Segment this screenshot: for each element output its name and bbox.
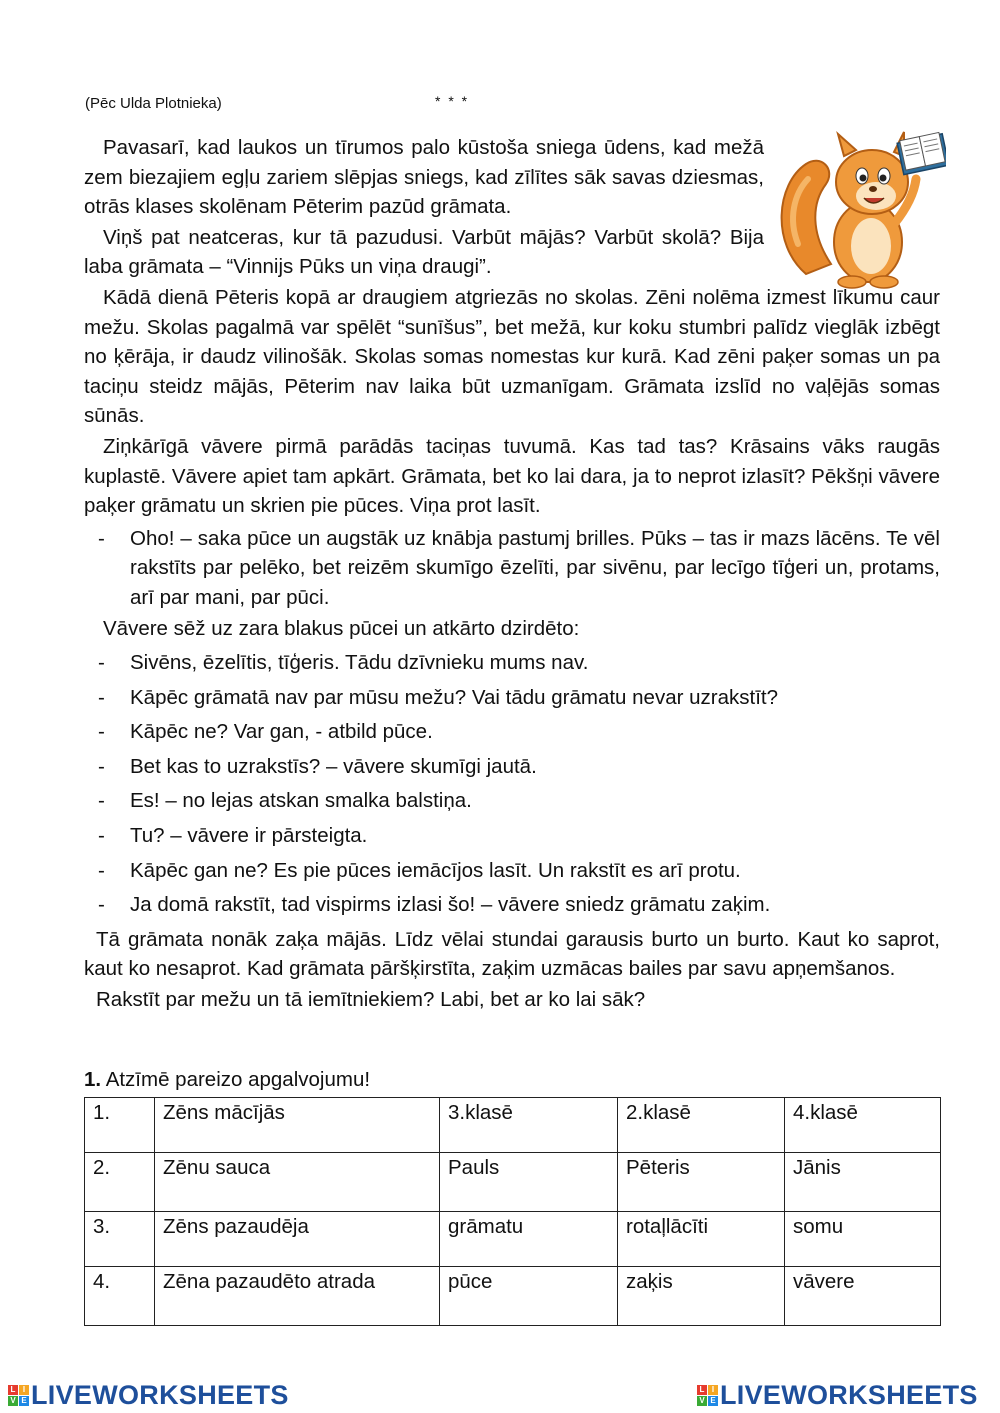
logo-mark-letter: V: [8, 1396, 18, 1406]
answer-option[interactable]: 4.klasē: [785, 1098, 941, 1153]
logo-mark-icon: [697, 1385, 718, 1406]
dialog-dash: -: [98, 754, 105, 778]
dialog-dash: -: [98, 824, 105, 848]
section-stars: * * *: [435, 93, 470, 109]
answer-option[interactable]: vāvere: [785, 1267, 941, 1326]
dialog-text: Oho! – saka pūce un augstāk uz knābja pastumj brilles. Pūks – tas ir mazs lācēns. Te vēl rakstīts par pelēko, bet reizēm skumīgo ēzelīti, par sivēnu, par lecīgo tīģeri un, protams, arī par mani, par pūci.: [130, 526, 940, 609]
table-row: [85, 1098, 941, 1153]
dialog-text: Kāpēc ne? Var gan, - atbild pūce.: [130, 720, 433, 744]
answer-option[interactable]: zaķis: [618, 1267, 785, 1326]
story-paragraph: Viņš pat neatceras, kur tā pazudusi. Varbūt mājās? Varbūt skolā? Bija laba grāmata – “Vinnijs Pūks un viņa draugi”.: [84, 225, 764, 279]
row-number: 2.: [85, 1153, 155, 1212]
question-cell: Zēna pazaudēto atrada: [155, 1267, 440, 1326]
story-paragraph: Ziņkārīgā vāvere pirmā parādās taciņas tuvumā. Kas tad tas? Krāsains vāks raugās kuplastē. Vāvere apiet tam apkārt. Grāmata, bet ko lai dara, ja to neprot izlasīt? Pēkšņi vāvere paķer grāmatu un skrien pie pūces. Viņa prot lasīt.: [84, 434, 940, 518]
answer-option[interactable]: rotaļlācīti: [618, 1212, 785, 1267]
dialog-line: [84, 752, 940, 782]
dialog-dash: -: [98, 858, 105, 882]
task-number: 1.: [84, 1068, 102, 1091]
answer-option[interactable]: Pēteris: [618, 1153, 785, 1212]
dialog-text: Bet kas to uzrakstīs? – vāvere skumīgi jautā.: [130, 754, 537, 778]
dialog-dash: -: [98, 789, 105, 813]
task-instruction: Atzīmē pareizo apgalvojumu!: [105, 1068, 371, 1091]
dialog-text: Sivēns, ēzelītis, tīģeris. Tādu dzīvnieku mums nav.: [130, 651, 589, 675]
source-attribution: (Pēc Ulda Plotnieka): [85, 95, 222, 112]
answer-option[interactable]: Pauls: [440, 1153, 618, 1212]
logo-text: LIVEWORKSHEETS: [31, 1380, 289, 1410]
story-paragraph: Rakstīt par mežu un tā iemītniekiem? Labi, bet ar ko lai sāk?: [96, 988, 646, 1012]
table-row: [85, 1212, 941, 1267]
answer-option[interactable]: pūce: [440, 1267, 618, 1326]
answer-option[interactable]: grāmatu: [440, 1212, 618, 1267]
dialog-text: Kāpēc grāmatā nav par mūsu mežu? Vai tādu grāmatu nevar uzrakstīt?: [130, 685, 778, 709]
dialog-dash: -: [98, 685, 105, 709]
dialog-dash: -: [98, 720, 105, 744]
logo-mark-letter: E: [19, 1396, 29, 1406]
row-number: 3.: [85, 1212, 155, 1267]
question-cell: Zēns pazaudēja: [155, 1212, 440, 1267]
question-cell: Zēns mācījās: [155, 1098, 440, 1153]
logo-mark-letter: I: [19, 1385, 29, 1395]
dialog-line: [84, 890, 940, 920]
logo-mark-letter: E: [708, 1396, 718, 1406]
story-paragraph: Vāvere sēž uz zara blakus pūcei un atkārto dzirdēto:: [103, 616, 580, 640]
dialog-text: Tu? – vāvere ir pārsteigta.: [130, 824, 368, 848]
answer-option[interactable]: 3.klasē: [440, 1098, 618, 1153]
dialog-line: [84, 524, 940, 613]
task-heading: [84, 1068, 370, 1092]
logo-mark-letter: L: [8, 1385, 18, 1395]
table-row: [85, 1153, 941, 1212]
table-row: [85, 1267, 941, 1326]
dialog-text: Ja domā rakstīt, tad vispirms izlasi šo! – vāvere sniedz grāmatu zaķim.: [130, 893, 771, 917]
logo-mark-letter: I: [708, 1385, 718, 1395]
answer-table: [84, 1097, 941, 1326]
dialog-dash: -: [98, 651, 105, 675]
question-cell: Zēnu sauca: [155, 1153, 440, 1212]
dialog-dash: -: [98, 526, 105, 550]
dialog-line: [84, 648, 940, 678]
logo-mark-icon: [8, 1385, 29, 1406]
row-number: 4.: [85, 1267, 155, 1326]
story-paragraph: Pavasarī, kad laukos un tīrumos palo kūstoša sniega ūdens, kad mežā zem biezajiem egļu zariem slēpjas sniegs, kad zīlītes sāk savas dziesmas, otrās klases skolēnam Pēterim pazūd grāmata.: [84, 136, 764, 219]
logo-text: LIVEWORKSHEETS: [720, 1380, 978, 1410]
dialog-line: [84, 717, 940, 747]
answer-option[interactable]: 2.klasē: [618, 1098, 785, 1153]
liveworksheets-logo: [8, 1380, 289, 1411]
answer-option[interactable]: somu: [785, 1212, 941, 1267]
story-paragraph: Tā grāmata nonāk zaķa mājās. Līdz vēlai stundai garausis burto un burto. Kaut ko saprot, kaut ko nesaprot. Kad grāmata pāršķirstīta, zaķim uzmācas bailes par savu apņemšanos.: [84, 927, 940, 981]
dialog-text: Kāpēc gan ne? Es pie pūces iemācījos lasīt. Un rakstīt es arī protu.: [130, 858, 741, 882]
dialog-line: [84, 683, 940, 713]
liveworksheets-logo: [697, 1380, 978, 1411]
dialog-line: [84, 821, 940, 851]
dialog-dash: -: [98, 893, 105, 917]
dialog-line: [84, 786, 940, 816]
answer-option[interactable]: Jānis: [785, 1153, 941, 1212]
dialog-line: [84, 856, 940, 886]
story-paragraph: Kādā dienā Pēteris kopā ar draugiem atgriezās no skolas. Zēni nolēma izmest līkumu caur mežu. Skolas pagalmā var spēlēt “sunīšus”, bet mežā, kur koku stumbri palīdz vieglāk izbēgt no ķērāja, ir daudz vilinošāk. Skolas somas nomestas kur kurā. Kad zēni paķer somas un pa taciņu steidz mājās, Pēterim nav laika būt uzmanīgam. Grāmata izslīd no vaļējās somas sūnās.: [84, 285, 940, 428]
row-number: 1.: [85, 1098, 155, 1153]
logo-mark-letter: V: [697, 1396, 707, 1406]
logo-mark-letter: L: [697, 1385, 707, 1395]
dialog-text: Es! – no lejas atskan smalka balstiņa.: [130, 789, 472, 813]
story-text: [84, 133, 940, 1015]
